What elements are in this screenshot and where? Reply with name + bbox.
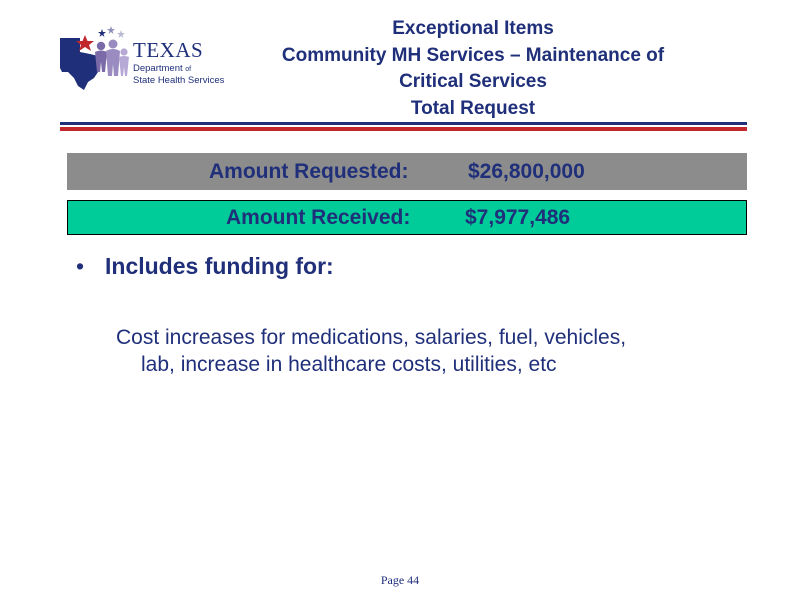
- funding-detail-line-1: Cost increases for medications, salaries, fuel, vehicles,: [116, 326, 627, 349]
- slide-title: [240, 16, 706, 122]
- bullet-item: [76, 253, 334, 280]
- title-line-3: Critical Services: [399, 71, 547, 92]
- amount-received-value: $7,977,486: [465, 205, 571, 229]
- texas-map-with-people-icon: [58, 26, 134, 94]
- logo-agency-text: State Health Services: [133, 75, 225, 86]
- title-line-4: Total Request: [410, 97, 536, 119]
- logo-department-word: Department: [133, 63, 183, 74]
- logo-of-word: of: [185, 66, 192, 73]
- header-rule-red: [60, 127, 747, 131]
- amount-requested-label: Amount Requested:: [209, 159, 409, 183]
- dshs-logo: [58, 26, 230, 94]
- funding-detail-line-2: lab, increase in healthcare costs, utilities, etc: [141, 353, 557, 376]
- amount-received-label: Amount Received:: [226, 205, 411, 229]
- bullet-dot: •: [76, 253, 85, 279]
- amount-received-box: [67, 200, 747, 235]
- bullet-text: Includes funding for:: [105, 253, 334, 279]
- logo-texas-text: TEXAS: [133, 38, 204, 62]
- title-line-1: Exceptional Items: [392, 18, 554, 39]
- header-rule-blue: [60, 122, 747, 125]
- page-number: Page 44: [380, 573, 420, 587]
- amount-requested-box: [67, 153, 747, 190]
- amount-requested-value: $26,800,000: [468, 159, 585, 183]
- logo-department-text: [133, 64, 191, 74]
- funding-detail: [116, 324, 736, 378]
- title-line-2: Community MH Services – Maintenance of: [281, 44, 665, 66]
